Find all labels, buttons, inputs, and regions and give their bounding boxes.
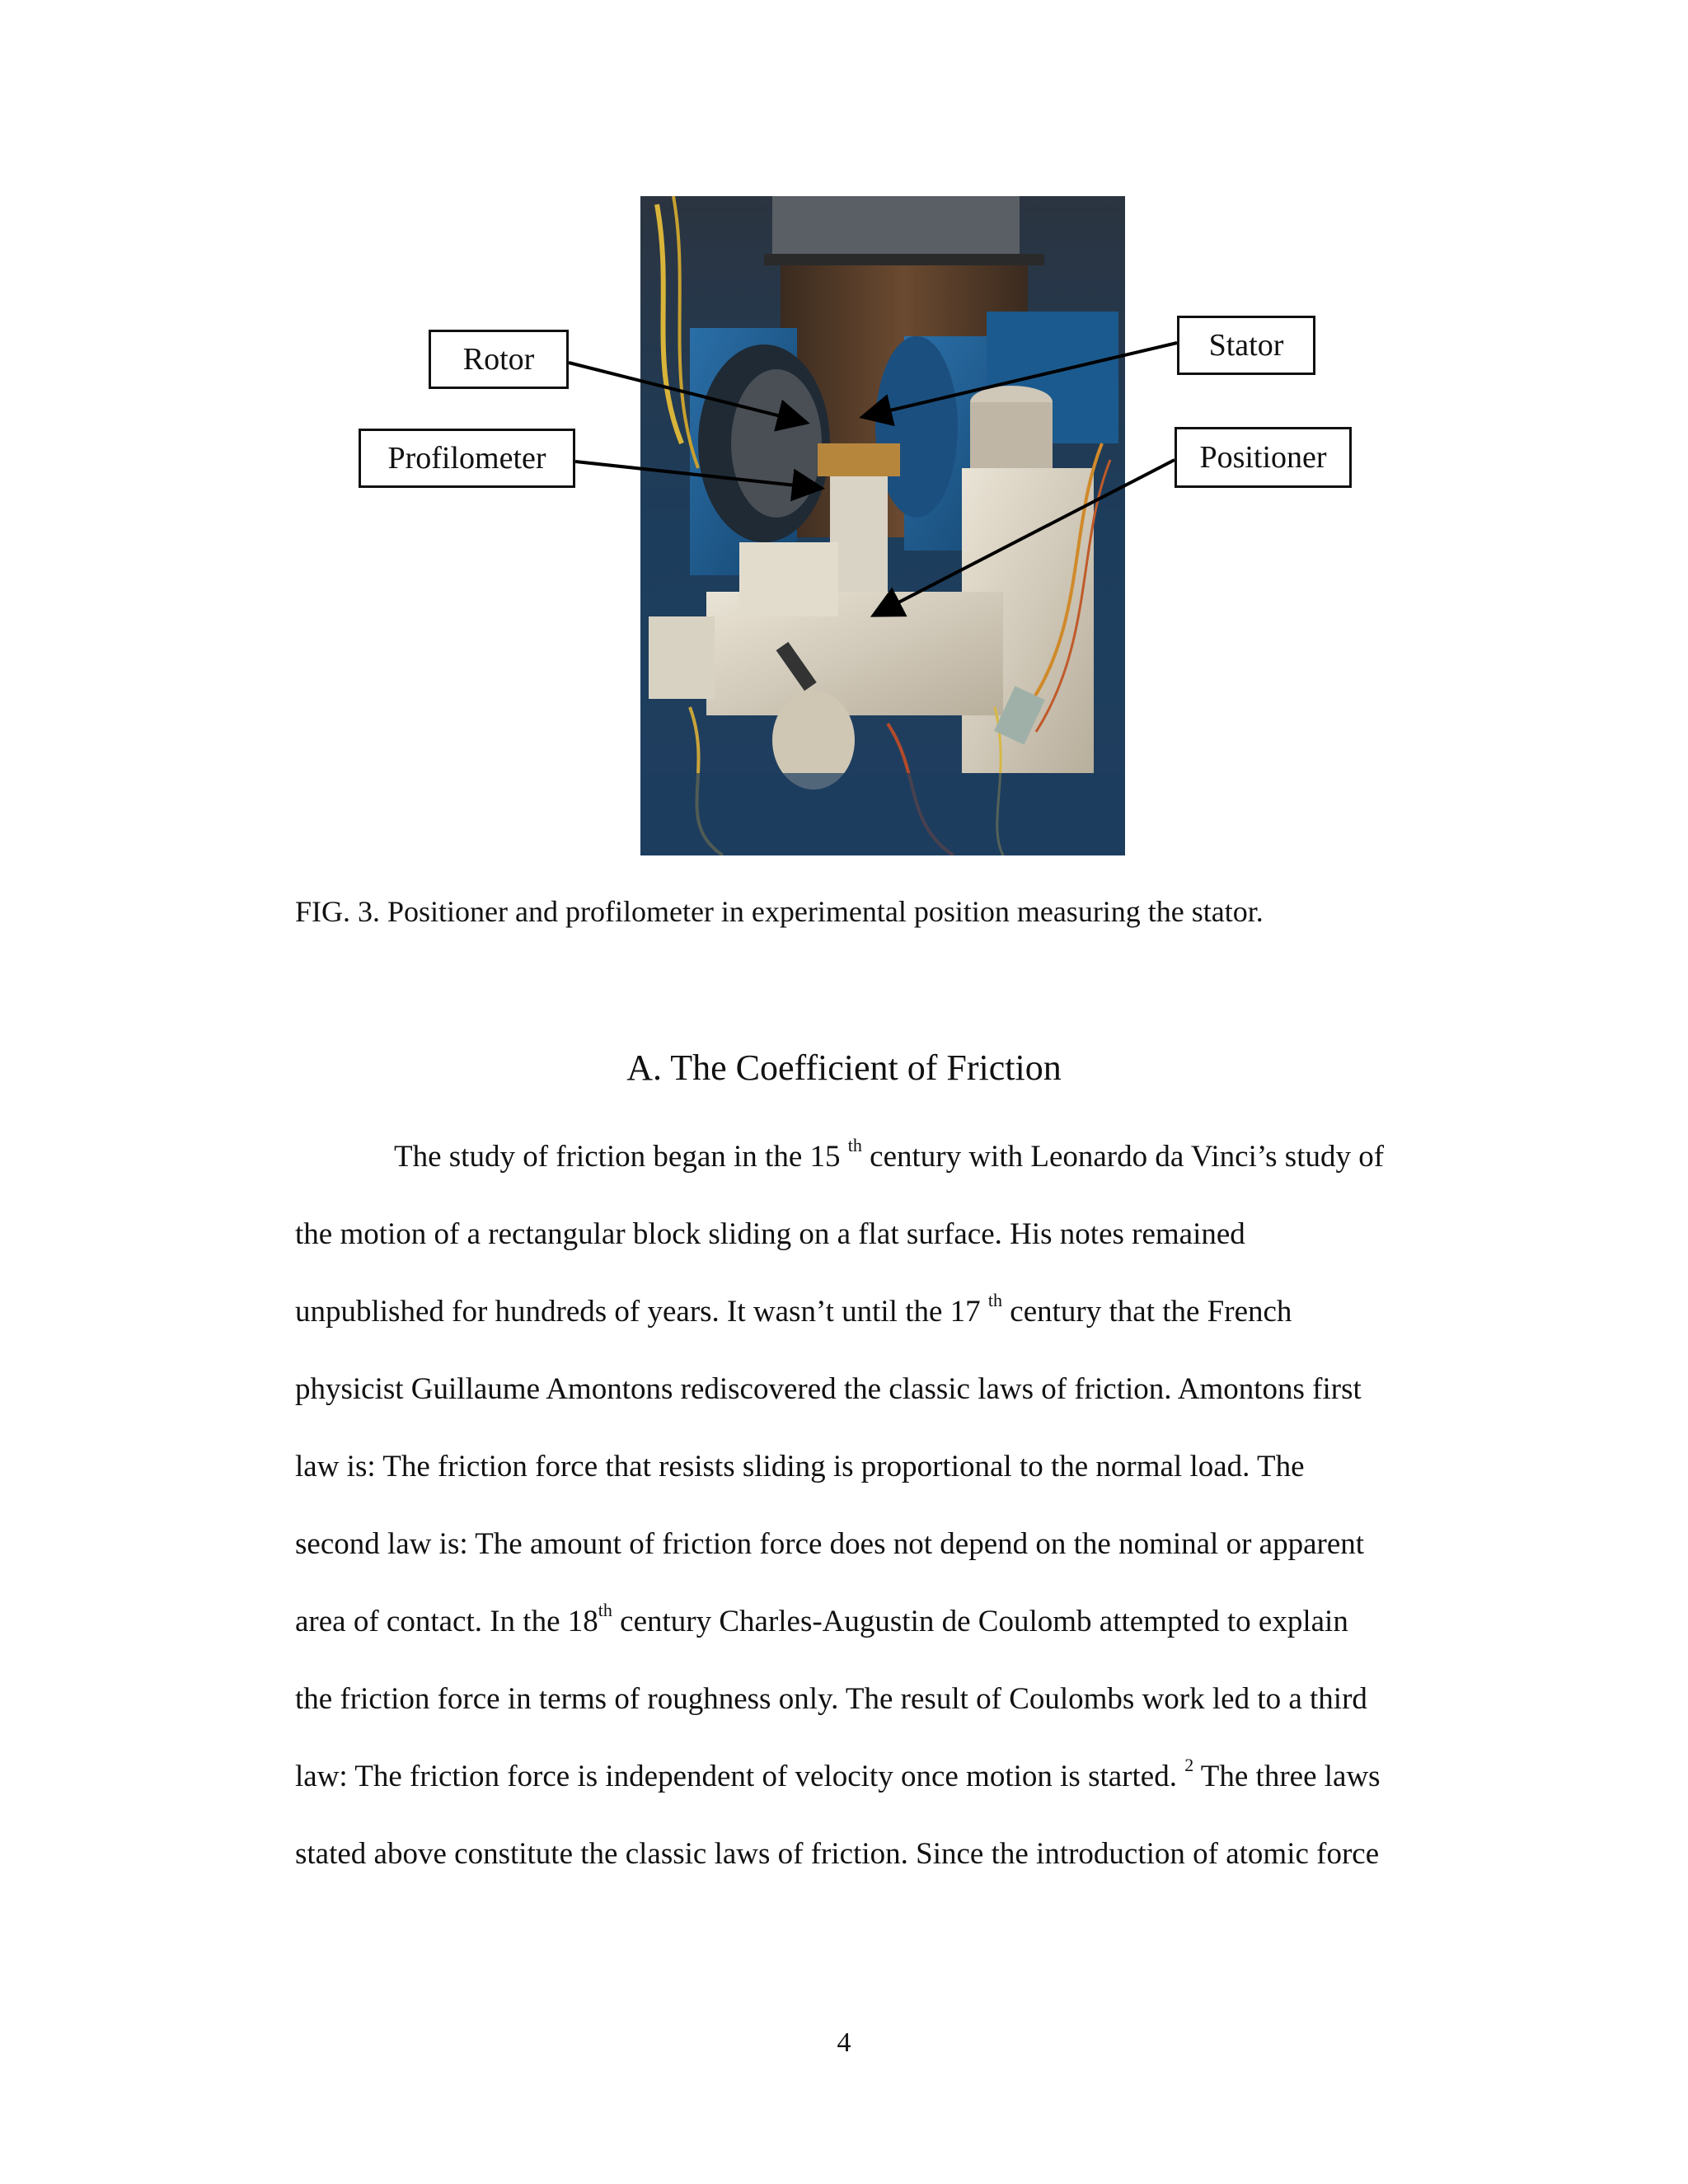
positioner-label-text: Positioner bbox=[1199, 440, 1327, 475]
body-line-text: second law is: The amount of friction force does not depend on the nominal or apparent bbox=[295, 1527, 1365, 1561]
rotor-label-text: Rotor bbox=[462, 342, 535, 377]
body-line-text: century Charles-Augustin de Coulomb attempted to explain bbox=[612, 1605, 1348, 1638]
apparatus-photo bbox=[640, 196, 1125, 855]
body-line bbox=[295, 1374, 1362, 1404]
profilometer-label bbox=[359, 429, 575, 488]
body-line bbox=[295, 1839, 1379, 1869]
body-line-text: law is: The friction force that resists sliding is proportional to the normal load. The bbox=[295, 1450, 1305, 1483]
body-line bbox=[394, 1135, 1385, 1174]
body-line bbox=[295, 1684, 1367, 1714]
stator-label-text: Stator bbox=[1208, 328, 1284, 363]
rotor-label bbox=[429, 330, 569, 389]
body-line bbox=[295, 1219, 1245, 1249]
body-line-text: the motion of a rectangular block sliding on a flat surface. His notes remained bbox=[295, 1217, 1245, 1251]
body-line bbox=[295, 1451, 1305, 1482]
body-line-text: century that the French bbox=[1002, 1295, 1292, 1329]
profilometer-label-text: Profilometer bbox=[387, 441, 546, 476]
body-line-text: unpublished for hundreds of years. It wasn’t until the 17 bbox=[295, 1295, 988, 1329]
superscript: th bbox=[598, 1600, 612, 1620]
body-line-text: law: The friction force is independent of velocity once motion is started. bbox=[295, 1760, 1185, 1793]
stator-label bbox=[1177, 316, 1315, 375]
superscript: 2 bbox=[1184, 1755, 1194, 1775]
positioner-label bbox=[1175, 427, 1352, 488]
body-line-text: stated above constitute the classic laws of friction. Since the introduction of atomic force bbox=[295, 1837, 1380, 1871]
body-line-text: century with Leonardo da Vinci’s study of bbox=[861, 1140, 1385, 1174]
body-line-text: the friction force in terms of roughness only. The result of Coulombs work led to a third bbox=[295, 1682, 1367, 1716]
body-line bbox=[295, 1529, 1364, 1559]
body-line bbox=[295, 1290, 1292, 1329]
figure-3 bbox=[0, 0, 1688, 890]
superscript: th bbox=[987, 1290, 1003, 1310]
body-line-text: The three laws bbox=[1193, 1760, 1381, 1793]
page-number: 4 bbox=[837, 2027, 851, 2058]
superscript: th bbox=[847, 1135, 862, 1155]
body-line-text: The study of friction began in the 15 bbox=[394, 1140, 848, 1174]
body-line-text: physicist Guillaume Amontons rediscovered the classic laws of friction. Amontons first bbox=[295, 1372, 1362, 1406]
figure-caption: FIG. 3. Positioner and profilometer in experimental position measuring the stator. bbox=[295, 895, 1264, 928]
body-line-text: area of contact. In the 18 bbox=[295, 1605, 598, 1638]
body-line bbox=[295, 1755, 1381, 1793]
body-line bbox=[295, 1600, 1348, 1638]
section-heading: A. The Coefficient of Friction bbox=[626, 1047, 1062, 1088]
